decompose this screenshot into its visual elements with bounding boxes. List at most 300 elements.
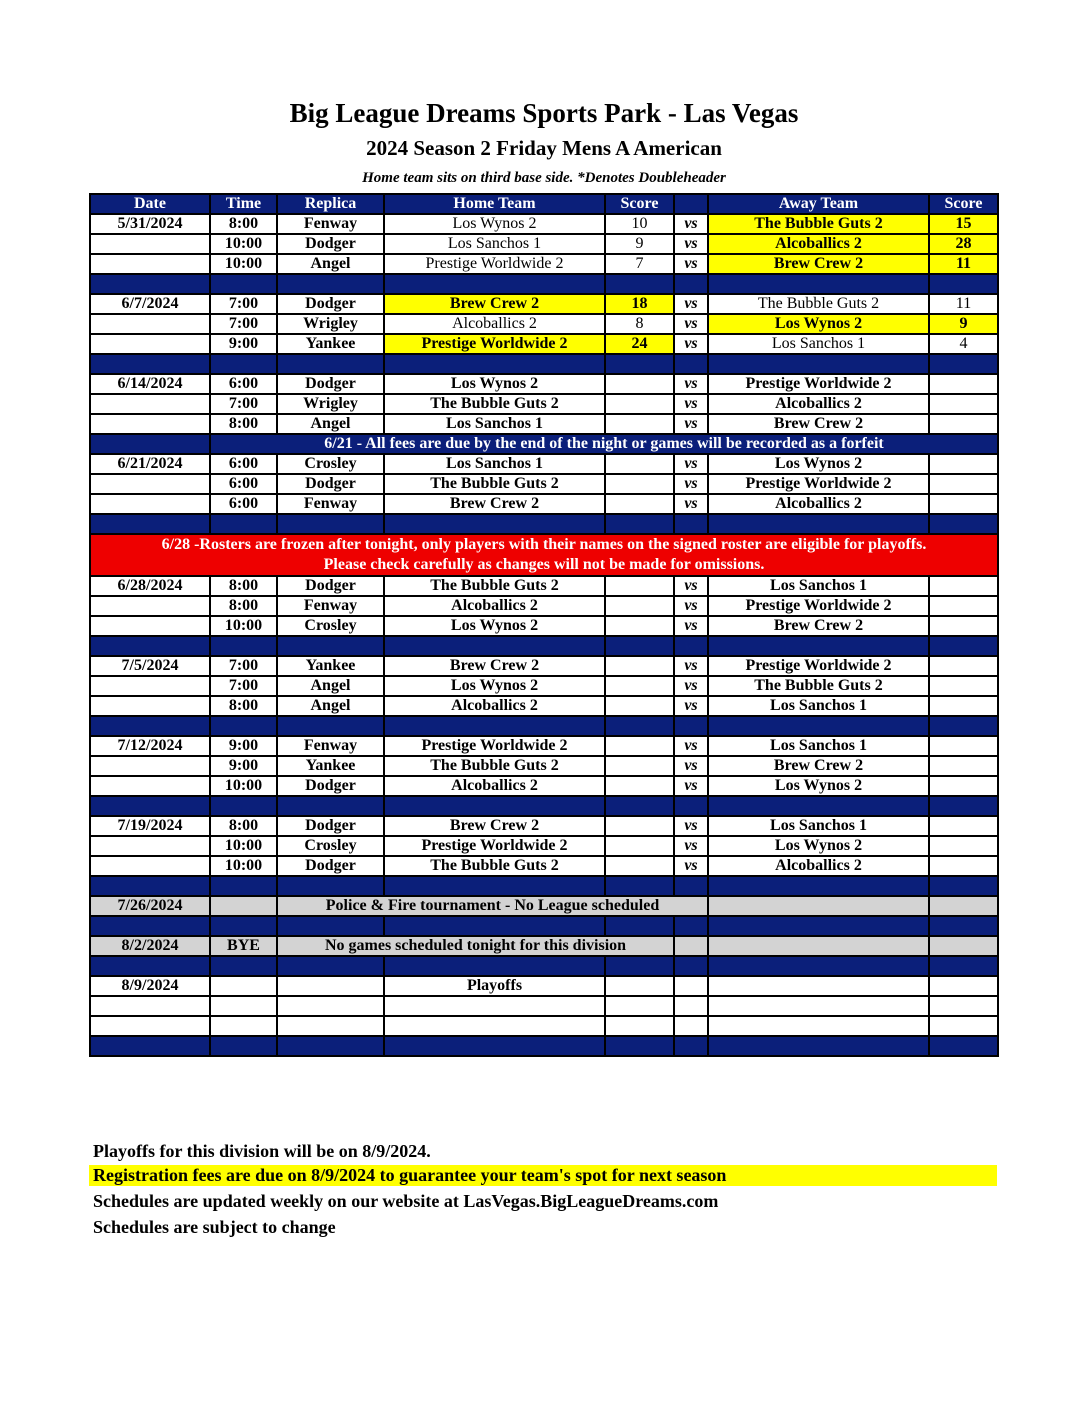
home-team: The Bubble Guts 2 — [384, 576, 605, 596]
separator-cell — [929, 1036, 998, 1056]
separator-cell — [384, 636, 605, 656]
away-score: 4 — [929, 334, 998, 354]
away-score — [929, 394, 998, 414]
away-team: Prestige Worldwide 2 — [708, 474, 929, 494]
empty-cell — [605, 976, 674, 996]
away-team: Alcoballics 2 — [708, 494, 929, 514]
away-score — [929, 494, 998, 514]
home-score — [605, 776, 674, 796]
away-team: Los Sanchos 1 — [708, 334, 929, 354]
game-time: 10:00 — [210, 234, 277, 254]
game-time: 6:00 — [210, 374, 277, 394]
game-field: Dodger — [277, 474, 384, 494]
vs-label: vs — [674, 394, 708, 414]
empty-cell — [708, 996, 929, 1016]
game-row — [90, 214, 998, 234]
home-score: 24 — [605, 334, 674, 354]
game-field: Yankee — [277, 334, 384, 354]
away-score — [929, 616, 998, 636]
game-row — [90, 596, 998, 616]
separator-cell — [708, 636, 929, 656]
separator-cell — [90, 274, 210, 294]
home-team: Brew Crew 2 — [384, 294, 605, 314]
vs-label: vs — [674, 374, 708, 394]
vs-label: vs — [674, 576, 708, 596]
page-title: Big League Dreams Sports Park - Las Vegas — [289, 98, 799, 128]
home-team: Alcoballics 2 — [384, 314, 605, 334]
vs-label: vs — [674, 696, 708, 716]
home-team: Brew Crew 2 — [384, 816, 605, 836]
game-row — [90, 656, 998, 676]
home-team: Los Sanchos 1 — [384, 234, 605, 254]
empty-cell — [708, 896, 929, 916]
game-time: 9:00 — [210, 334, 277, 354]
separator-cell — [384, 916, 605, 936]
separator-row — [90, 514, 998, 534]
vs-label: vs — [674, 314, 708, 334]
empty-cell — [929, 996, 998, 1016]
empty-row — [90, 996, 998, 1016]
game-row — [90, 696, 998, 716]
empty-cell — [277, 996, 384, 1016]
home-team: The Bubble Guts 2 — [384, 474, 605, 494]
home-team: The Bubble Guts 2 — [384, 756, 605, 776]
separator-row — [90, 876, 998, 896]
separator-cell — [605, 716, 674, 736]
game-row — [90, 616, 998, 636]
header-away-score: Score — [929, 194, 998, 214]
separator-cell — [674, 636, 708, 656]
empty-cell — [708, 1016, 929, 1036]
game-date: 7/12/2024 — [90, 736, 210, 756]
away-score — [929, 656, 998, 676]
vs-label: vs — [674, 596, 708, 616]
away-score — [929, 676, 998, 696]
empty-cell — [605, 1016, 674, 1036]
game-time: 8:00 — [210, 596, 277, 616]
home-team: Brew Crew 2 — [384, 494, 605, 514]
game-row — [90, 736, 998, 756]
game-time: 8:00 — [210, 414, 277, 434]
separator-cell — [277, 916, 384, 936]
vs-label: vs — [674, 294, 708, 314]
game-date — [90, 334, 210, 354]
header-time: Time — [210, 194, 277, 214]
game-row — [90, 474, 998, 494]
page-subtitle: 2024 Season 2 Friday Mens A American — [366, 136, 722, 160]
home-score — [605, 374, 674, 394]
game-row — [90, 394, 998, 414]
away-team: Los Wynos 2 — [708, 314, 929, 334]
game-time: 8:00 — [210, 214, 277, 234]
game-time: 10:00 — [210, 776, 277, 796]
vs-label: vs — [674, 454, 708, 474]
schedule-table — [89, 193, 999, 1057]
separator-cell — [277, 956, 384, 976]
away-score — [929, 474, 998, 494]
game-time: 7:00 — [210, 656, 277, 676]
game-time: 6:00 — [210, 494, 277, 514]
away-team: Prestige Worldwide 2 — [708, 596, 929, 616]
game-date — [90, 234, 210, 254]
game-row — [90, 254, 998, 274]
footer-playoffs-note: Playoffs for this division will be on 8/9/2024. — [93, 1141, 431, 1161]
separator-cell — [708, 876, 929, 896]
no-games-message: Police & Fire tournament - No League scheduled — [277, 896, 708, 916]
home-score — [605, 454, 674, 474]
game-field: Angel — [277, 676, 384, 696]
game-time: 9:00 — [210, 736, 277, 756]
empty-cell — [384, 1016, 605, 1036]
vs-label: vs — [674, 736, 708, 756]
home-team: Alcoballics 2 — [384, 776, 605, 796]
home-score — [605, 616, 674, 636]
game-date: 8/9/2024 — [90, 976, 210, 996]
home-score — [605, 836, 674, 856]
separator-cell — [674, 796, 708, 816]
game-date — [90, 776, 210, 796]
vs-label: vs — [674, 676, 708, 696]
home-team: Los Sanchos 1 — [384, 454, 605, 474]
header-away-team: Away Team — [708, 194, 929, 214]
header-home-score: Score — [605, 194, 674, 214]
game-date: 8/2/2024 — [90, 936, 210, 956]
game-field: Wrigley — [277, 394, 384, 414]
separator-cell — [605, 916, 674, 936]
home-score — [605, 656, 674, 676]
empty-cell — [674, 996, 708, 1016]
footer-registration-note: Registration fees are due on 8/9/2024 to guarantee your team's spot for next season — [89, 1165, 997, 1186]
game-time: 7:00 — [210, 676, 277, 696]
game-date — [90, 494, 210, 514]
away-score — [929, 454, 998, 474]
empty-cell — [90, 996, 210, 1016]
game-field: Fenway — [277, 494, 384, 514]
home-score — [605, 474, 674, 494]
separator-cell — [674, 274, 708, 294]
fee-notice-text: 6/21 - All fees are due by the end of the night or games will be recorded as a forfeit — [210, 434, 998, 454]
game-row — [90, 836, 998, 856]
away-team: The Bubble Guts 2 — [708, 676, 929, 696]
separator-cell — [605, 274, 674, 294]
game-date — [90, 856, 210, 876]
away-team: Alcoballics 2 — [708, 394, 929, 414]
separator-cell — [384, 354, 605, 374]
home-team: Los Wynos 2 — [384, 676, 605, 696]
vs-label: vs — [674, 474, 708, 494]
separator-cell — [605, 956, 674, 976]
separator-cell — [708, 716, 929, 736]
home-score — [605, 676, 674, 696]
empty-cell — [90, 1016, 210, 1036]
separator-cell — [929, 514, 998, 534]
vs-label: vs — [674, 214, 708, 234]
separator-cell — [929, 716, 998, 736]
separator-cell — [605, 1036, 674, 1056]
separator-cell — [90, 434, 210, 454]
header-home-team: Home Team — [384, 194, 605, 214]
away-team: Los Wynos 2 — [708, 836, 929, 856]
game-date — [90, 676, 210, 696]
separator-cell — [90, 916, 210, 936]
home-team: Los Wynos 2 — [384, 374, 605, 394]
away-team: Los Wynos 2 — [708, 776, 929, 796]
home-team: Los Wynos 2 — [384, 616, 605, 636]
game-row — [90, 294, 998, 314]
game-field: Angel — [277, 696, 384, 716]
separator-cell — [708, 796, 929, 816]
empty-cell — [929, 1016, 998, 1036]
away-score: 15 — [929, 214, 998, 234]
game-row — [90, 816, 998, 836]
home-score — [605, 394, 674, 414]
empty-cell — [210, 996, 277, 1016]
home-score — [605, 756, 674, 776]
empty-cell — [210, 1016, 277, 1036]
home-team: The Bubble Guts 2 — [384, 856, 605, 876]
separator-cell — [674, 1036, 708, 1056]
vs-label: vs — [674, 836, 708, 856]
game-time: 10:00 — [210, 254, 277, 274]
separator-cell — [929, 916, 998, 936]
away-team: Brew Crew 2 — [708, 756, 929, 776]
away-score — [929, 374, 998, 394]
separator-cell — [384, 796, 605, 816]
separator-cell — [90, 514, 210, 534]
vs-label: vs — [674, 334, 708, 354]
separator-cell — [277, 636, 384, 656]
separator-cell — [605, 796, 674, 816]
separator-cell — [384, 514, 605, 534]
playoffs-label: Playoffs — [384, 976, 605, 996]
separator-cell — [384, 956, 605, 976]
home-team: Prestige Worldwide 2 — [384, 836, 605, 856]
separator-cell — [929, 274, 998, 294]
game-time: 10:00 — [210, 616, 277, 636]
separator-row — [90, 716, 998, 736]
separator-cell — [384, 716, 605, 736]
home-score — [605, 856, 674, 876]
home-score — [605, 414, 674, 434]
separator-cell — [277, 354, 384, 374]
separator-cell — [384, 876, 605, 896]
game-field: Yankee — [277, 756, 384, 776]
home-score: 8 — [605, 314, 674, 334]
separator-cell — [277, 274, 384, 294]
game-time: 8:00 — [210, 816, 277, 836]
game-date: 7/26/2024 — [90, 896, 210, 916]
vs-label: vs — [674, 816, 708, 836]
game-date — [90, 756, 210, 776]
separator-row — [90, 636, 998, 656]
separator-cell — [90, 1036, 210, 1056]
game-row — [90, 314, 998, 334]
empty-cell — [384, 996, 605, 1016]
game-date: 6/14/2024 — [90, 374, 210, 394]
separator-cell — [708, 354, 929, 374]
separator-cell — [929, 354, 998, 374]
separator-row — [90, 354, 998, 374]
separator-row — [90, 274, 998, 294]
separator-cell — [90, 716, 210, 736]
away-score — [929, 576, 998, 596]
separator-cell — [929, 796, 998, 816]
game-field: Yankee — [277, 656, 384, 676]
home-team: Alcoballics 2 — [384, 696, 605, 716]
separator-cell — [210, 514, 277, 534]
game-field: Wrigley — [277, 314, 384, 334]
separator-cell — [90, 876, 210, 896]
game-field: Dodger — [277, 576, 384, 596]
game-date — [90, 696, 210, 716]
game-row — [90, 334, 998, 354]
vs-label: vs — [674, 656, 708, 676]
separator-cell — [605, 354, 674, 374]
game-date — [90, 394, 210, 414]
vs-label: vs — [674, 756, 708, 776]
empty-cell — [929, 936, 998, 956]
separator-cell — [674, 876, 708, 896]
separator-cell — [674, 514, 708, 534]
game-time: 10:00 — [210, 856, 277, 876]
game-field: Dodger — [277, 816, 384, 836]
away-team: Los Sanchos 1 — [708, 576, 929, 596]
fee-notice-row — [90, 434, 998, 454]
separator-row — [90, 1036, 998, 1056]
separator-row — [90, 916, 998, 936]
game-row — [90, 454, 998, 474]
empty-cell — [674, 976, 708, 996]
separator-row — [90, 956, 998, 976]
empty-cell — [674, 936, 708, 956]
away-score — [929, 414, 998, 434]
separator-cell — [277, 1036, 384, 1056]
separator-cell — [90, 354, 210, 374]
home-score — [605, 696, 674, 716]
away-team: Brew Crew 2 — [708, 254, 929, 274]
home-team: Los Wynos 2 — [384, 214, 605, 234]
footer-website-note: Schedules are updated weekly on our website at LasVegas.BigLeagueDreams.com — [93, 1191, 719, 1211]
away-score: 28 — [929, 234, 998, 254]
separator-cell — [929, 876, 998, 896]
game-time: 10:00 — [210, 836, 277, 856]
home-score: 10 — [605, 214, 674, 234]
away-score — [929, 736, 998, 756]
game-time: 8:00 — [210, 696, 277, 716]
away-score — [929, 836, 998, 856]
home-score — [605, 576, 674, 596]
game-time: BYE — [210, 936, 277, 956]
game-row — [90, 856, 998, 876]
separator-cell — [90, 956, 210, 976]
game-date: 6/21/2024 — [90, 454, 210, 474]
game-field: Fenway — [277, 596, 384, 616]
away-score: 11 — [929, 254, 998, 274]
game-field: Fenway — [277, 214, 384, 234]
no-games-row — [90, 936, 998, 956]
game-field: Crosley — [277, 454, 384, 474]
vs-label: vs — [674, 414, 708, 434]
separator-cell — [674, 916, 708, 936]
game-time: 6:00 — [210, 474, 277, 494]
away-team: Prestige Worldwide 2 — [708, 656, 929, 676]
game-field: Dodger — [277, 294, 384, 314]
away-score — [929, 696, 998, 716]
away-score — [929, 776, 998, 796]
away-team: The Bubble Guts 2 — [708, 214, 929, 234]
away-team: Los Sanchos 1 — [708, 696, 929, 716]
separator-cell — [384, 274, 605, 294]
home-score: 9 — [605, 234, 674, 254]
separator-cell — [674, 716, 708, 736]
game-time: 7:00 — [210, 294, 277, 314]
roster-freeze-notice — [90, 534, 998, 576]
game-field: Dodger — [277, 374, 384, 394]
home-team: The Bubble Guts 2 — [384, 394, 605, 414]
game-date: 5/31/2024 — [90, 214, 210, 234]
empty-cell — [708, 976, 929, 996]
separator-cell — [90, 636, 210, 656]
away-team: Los Sanchos 1 — [708, 736, 929, 756]
footer-change-note: Schedules are subject to change — [93, 1217, 336, 1237]
separator-cell — [277, 796, 384, 816]
game-field: Dodger — [277, 856, 384, 876]
separator-cell — [929, 956, 998, 976]
separator-cell — [605, 636, 674, 656]
no-games-message: No games scheduled tonight for this division — [277, 936, 674, 956]
separator-cell — [708, 514, 929, 534]
vs-label: vs — [674, 234, 708, 254]
home-score — [605, 596, 674, 616]
roster-notice-line-1: 6/28 -Rosters are frozen after tonight, only players with their names on the signed roster are eligible for playoffs. — [161, 536, 927, 553]
game-date — [90, 836, 210, 856]
separator-cell — [210, 274, 277, 294]
separator-cell — [277, 514, 384, 534]
roster-freeze-notice-row — [90, 534, 998, 576]
playoffs-row — [90, 976, 998, 996]
separator-cell — [674, 354, 708, 374]
separator-cell — [210, 796, 277, 816]
home-team: Los Sanchos 1 — [384, 414, 605, 434]
game-row — [90, 576, 998, 596]
away-team: Brew Crew 2 — [708, 414, 929, 434]
game-field: Fenway — [277, 736, 384, 756]
away-score: 11 — [929, 294, 998, 314]
game-date — [90, 254, 210, 274]
separator-cell — [210, 956, 277, 976]
home-team: Alcoballics 2 — [384, 596, 605, 616]
empty-cell — [605, 996, 674, 1016]
table-header-row — [90, 194, 998, 214]
header-date: Date — [90, 194, 210, 214]
home-score — [605, 736, 674, 756]
header-replica: Replica — [277, 194, 384, 214]
game-time — [210, 896, 277, 916]
game-row — [90, 414, 998, 434]
separator-cell — [708, 1036, 929, 1056]
empty-row — [90, 1016, 998, 1036]
game-date — [90, 616, 210, 636]
separator-cell — [708, 916, 929, 936]
home-score: 18 — [605, 294, 674, 314]
away-team: Alcoballics 2 — [708, 856, 929, 876]
separator-cell — [210, 354, 277, 374]
vs-label: vs — [674, 254, 708, 274]
separator-cell — [277, 876, 384, 896]
game-row — [90, 234, 998, 254]
game-row — [90, 776, 998, 796]
separator-cell — [210, 636, 277, 656]
